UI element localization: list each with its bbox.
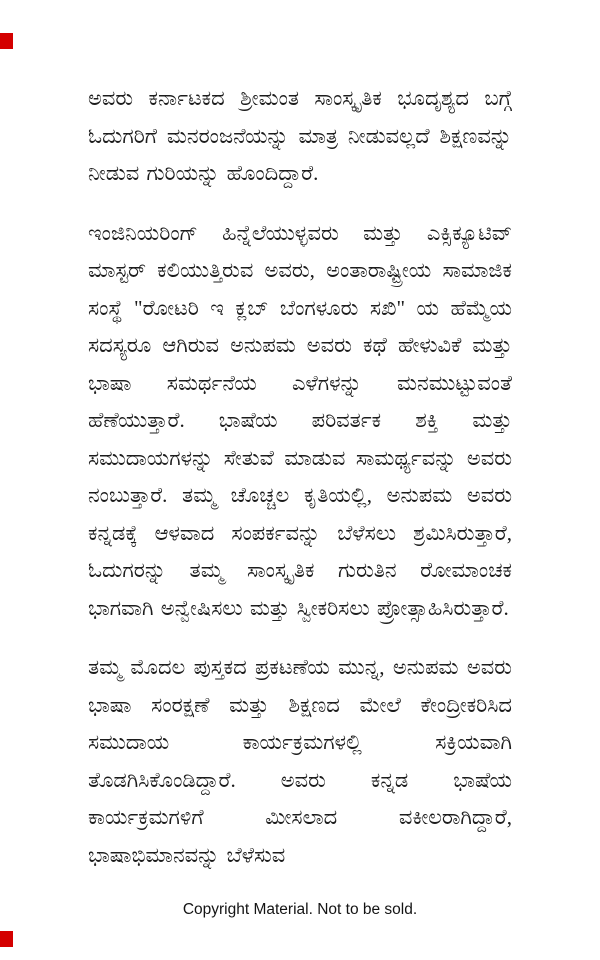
body-paragraph-3: ತಮ್ಮ ಮೊದಲ ಪುಸ್ತಕದ ಪ್ರಕಟಣೆಯ ಮುನ್ನ, ಅನುಪಮ ಅವರು ಭಾಷಾ ಸಂರಕ್ಷಣೆ ಮತ್ತು ಶಿಕ್ಷಣದ ಮೇಲೆ ಕೇಂದ್ರೀಕರಿಸಿದ ಸಮುದಾಯ ಕಾರ್ಯಕ್ರಮಗಳಲ್ಲಿ ಸಕ್ರಿಯವಾಗಿ ತೊಡಗಿಸಿಕೊಂಡಿದ್ದಾರೆ. ಅವರು ಕನ್ನಡ ಭಾಷೆಯ ಕಾರ್ಯಕ್ರಮಗಳಿಗೆ ಮೀಸಲಾದ ವಕೀಲರಾಗಿದ್ದಾರೆ, ಭಾಷಾಭಿಮಾನವನ್ನು ಬೆಳೆಸುವ [88,655,512,867]
red-edge-marker-top [0,33,13,49]
body-paragraph-1: ಅವರು ಕರ್ನಾಟಕದ ಶ್ರೀಮಂತ ಸಾಂಸ್ಕೃತಿಕ ಭೂದೃಶ್ಯದ ಬಗ್ಗೆ ಓದುಗರಿಗೆ ಮನರಂಜನೆಯನ್ನು ಮಾತ್ರ ನೀಡುವಲ್ಲದೆ ಶಿಕ್ಷಣವನ್ನು ನೀಡುವ ಗುರಿಯನ್ನು ಹೊಂದಿದ್ದಾರೆ. [88,86,512,185]
body-paragraph-2: ಇಂಜಿನಿಯರಿಂಗ್ ಹಿನ್ನೆಲೆಯುಳ್ಳವರು ಮತ್ತು ಎಕ್ಸಿಕ್ಯೂಟಿವ್ ಮಾಸ್ಟರ್ ಕಲಿಯುತ್ತಿರುವ ಅವರು, ಅಂತಾರಾಷ್ಟ್ರೀಯ ಸಾಮಾಜಿಕ ಸಂಸ್ಥೆ "ರೋಟರಿ ಇ ಕ್ಲಬ್ ಬೆಂಗಳೂರು ಸಖಿ" ಯ ಹೆಮ್ಮೆಯ ಸದಸ್ಯರೂ ಆಗಿರುವ ಅನುಪಮ ಅವರು ಕಥೆ ಹೇಳುವಿಕೆ ಮತ್ತು ಭಾಷಾ ಸಮರ್ಥನೆಯ ಎಳೆಗಳನ್ನು ಮನಮುಟ್ಟುವಂತೆ ಹೆಣೆಯುತ್ತಾರೆ. ಭಾಷೆಯ ಪರಿವರ್ತಕ ಶಕ್ತಿ ಮತ್ತು ಸಮುದಾಯಗಳನ್ನು ಸೇತುವೆ ಮಾಡುವ ಸಾಮರ್ಥ್ಯವನ್ನು ಅವರು ನಂಬುತ್ತಾರೆ. ತಮ್ಮ ಚೊಚ್ಚಲ ಕೃತಿಯಲ್ಲಿ, ಅನುಪಮ ಅವರು ಕನ್ನಡಕ್ಕೆ ಆಳವಾದ ಸಂಪರ್ಕವನ್ನು ಬೆಳೆಸಲು ಶ್ರಮಿಸಿರುತ್ತಾರೆ, ಓದುಗರನ್ನು ತಮ್ಮ ಸಾಂಸ್ಕೃತಿಕ ಗುರುತಿನ ರೋಮಾಂಚಕ ಭಾಗವಾಗಿ ಅನ್ವೇಷಿಸಲು ಮತ್ತು ಸ್ವೀಕರಿಸಲು ಪ್ರೋತ್ಸಾಹಿಸಿರುತ್ತಾರೆ. [88,220,512,620]
body-text-block [88,80,512,874]
copyright-notice: Copyright Material. Not to be sold. [182,901,418,918]
red-edge-marker-bottom [0,931,13,947]
